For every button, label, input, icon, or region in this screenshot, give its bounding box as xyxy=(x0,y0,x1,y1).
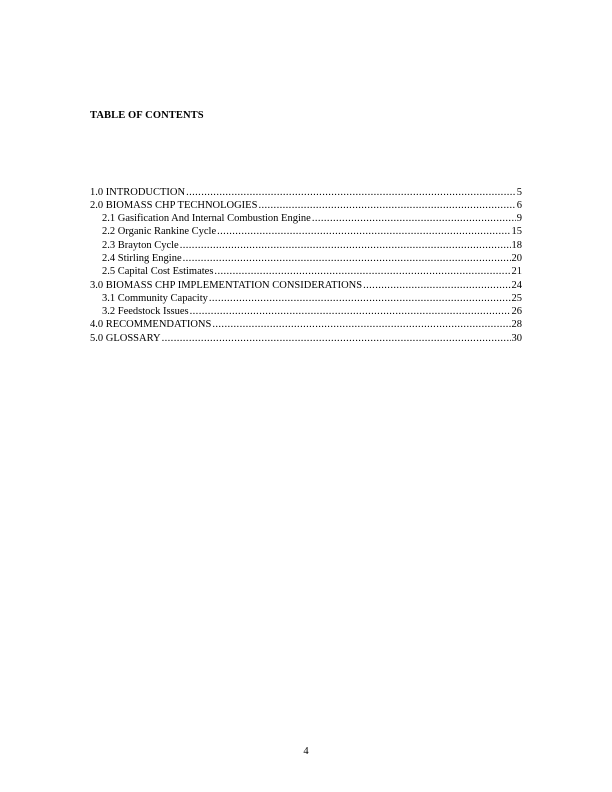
toc-entry-page: 25 xyxy=(511,292,522,304)
toc-entry-title: 2.2 Organic Rankine Cycle xyxy=(102,226,217,238)
toc-entry-title: 3.2 Feedstock Issues xyxy=(102,306,189,318)
toc-entry[interactable] xyxy=(90,239,522,252)
toc-entry[interactable] xyxy=(90,212,522,225)
toc-entry[interactable] xyxy=(90,199,522,212)
toc-entry-title: 2.5 Capital Cost Estimates xyxy=(102,266,214,278)
toc-entry-page: 6 xyxy=(516,199,522,211)
toc-entry[interactable] xyxy=(90,186,522,199)
toc-entry-title: 5.0 GLOSSARY xyxy=(90,332,161,344)
dot-leader xyxy=(162,332,511,345)
toc-entry-title: 4.0 RECOMMENDATIONS xyxy=(90,319,212,331)
toc-entry[interactable] xyxy=(90,265,522,278)
dot-leader xyxy=(312,212,516,225)
dot-leader xyxy=(363,279,510,292)
dot-leader xyxy=(190,305,511,318)
toc-heading: TABLE OF CONTENTS xyxy=(90,110,204,121)
dot-leader xyxy=(217,225,510,238)
dot-leader xyxy=(180,239,511,252)
toc-entry[interactable] xyxy=(90,292,522,305)
dot-leader xyxy=(214,265,510,278)
toc-entry-page: 24 xyxy=(511,279,522,291)
toc-entry-title: 2.1 Gasification And Internal Combustion Engine xyxy=(102,213,311,225)
toc-entry[interactable] xyxy=(90,252,522,265)
dot-leader xyxy=(209,292,511,305)
dot-leader xyxy=(258,199,515,212)
toc-entry-page: 15 xyxy=(511,226,522,238)
table-of-contents xyxy=(90,186,522,346)
toc-entry-title: 2.0 BIOMASS CHP TECHNOLOGIES xyxy=(90,199,258,211)
toc-entry-page: 5 xyxy=(516,186,522,198)
dot-leader xyxy=(212,318,510,331)
toc-entry-page: 30 xyxy=(511,332,522,344)
toc-entry[interactable] xyxy=(90,225,522,238)
toc-entry-page: 20 xyxy=(511,252,522,264)
toc-entry[interactable] xyxy=(90,318,522,331)
toc-entry-page: 26 xyxy=(511,306,522,318)
toc-entry-title: 3.1 Community Capacity xyxy=(102,292,208,304)
page-number: 4 xyxy=(303,746,309,757)
toc-entry-page: 9 xyxy=(516,213,522,225)
toc-entry-page: 18 xyxy=(511,239,522,251)
toc-entry-page: 28 xyxy=(511,319,522,331)
toc-entry-title: 1.0 INTRODUCTION xyxy=(90,186,186,198)
toc-entry[interactable] xyxy=(90,279,522,292)
toc-entry-page: 21 xyxy=(511,266,522,278)
toc-entry-title: 2.4 Stirling Engine xyxy=(102,252,182,264)
dot-leader xyxy=(186,186,516,199)
dot-leader xyxy=(183,252,511,265)
toc-entry[interactable] xyxy=(90,332,522,345)
toc-entry-title: 2.3 Brayton Cycle xyxy=(102,239,179,251)
toc-entry[interactable] xyxy=(90,305,522,318)
toc-entry-title: 3.0 BIOMASS CHP IMPLEMENTATION CONSIDERATIONS xyxy=(90,279,363,291)
